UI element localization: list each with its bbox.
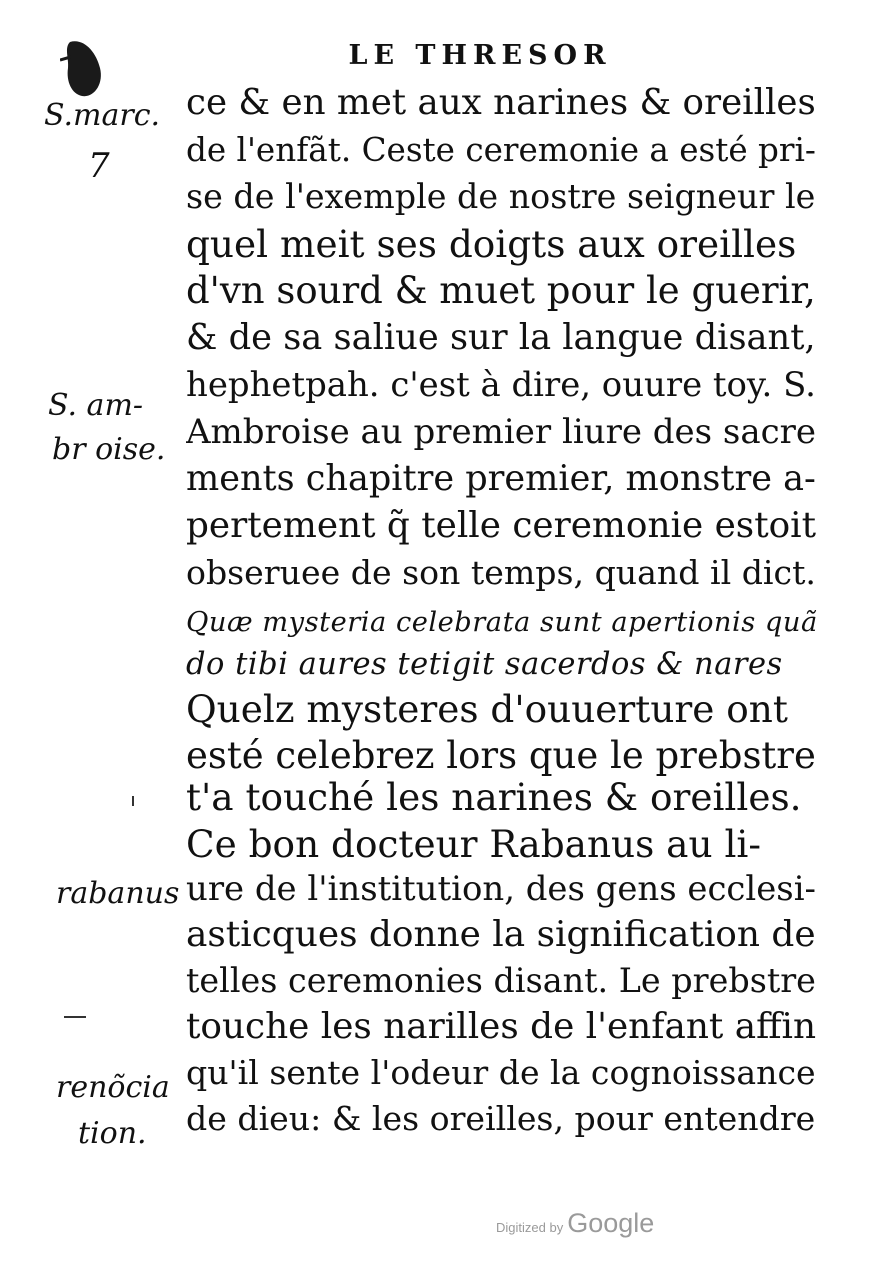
text-line: Ambroise au premier liure des sacre — [186, 412, 817, 452]
text-line: hephetpah. c'est à dire, ouure toy. S. — [186, 365, 816, 404]
text-line: d'vn sourd & muet pour le guerir, — [186, 269, 816, 312]
text-line: de l'enfãt. Ceste ceremonie a esté pri- — [186, 131, 816, 169]
text-line: quel meit ses doigts aux oreilles — [186, 222, 797, 266]
text-line: Quelz mysteres d'ouuerture ont — [186, 687, 788, 731]
text-line: esté celebrez lors que le prebstre — [186, 734, 816, 777]
margin-note-saint-marc: S.marc. — [44, 98, 161, 133]
digitized-watermark — [496, 1208, 654, 1239]
text-line: asticques donne la signification de — [186, 914, 816, 955]
text-line: t'a touché les narines & oreilles. — [186, 775, 802, 819]
text-line: se de l'exemple de nostre seigneur le — [186, 177, 816, 216]
margin-dash-mark — [64, 1016, 86, 1018]
latin-quote-line: do tibi aures tetigit sacerdos & nares — [186, 647, 783, 682]
text-line: touche les narilles de l'enfant affin — [186, 1006, 817, 1047]
margin-note-renonciation-2: tion. — [78, 1116, 147, 1151]
margin-note-saint-ambroise-1: S. am- — [48, 388, 144, 423]
text-line: telles ceremonies disant. Le prebstre — [186, 961, 816, 1000]
margin-note-rabanus: rabanus — [56, 876, 180, 911]
text-line: & de sa saliue sur la langue disant, — [186, 317, 816, 358]
margin-tick-mark — [132, 796, 134, 806]
text-line: ments chapitre premier, monstre a- — [186, 458, 816, 499]
digitized-label: Digitized by — [496, 1220, 564, 1235]
google-wordmark: Google — [567, 1208, 655, 1238]
latin-quote-line: Quæ mysteria celebrata sunt apertionis quã — [186, 607, 818, 638]
text-line: qu'il sente l'odeur de la cognoissance — [186, 1053, 816, 1092]
text-line: pertement q̃ telle ceremonie estoit — [186, 505, 817, 546]
text-line: obseruee de son temps, quand il dict. — [186, 553, 816, 592]
text-line: ure de l'institution, des gens ecclesi- — [186, 869, 816, 908]
running-header: LE THRESOR — [348, 40, 612, 71]
margin-note-renonciation-1: renõcia — [56, 1070, 170, 1105]
ink-blot-mark — [60, 38, 106, 102]
text-line: Ce bon docteur Rabanus au li- — [186, 822, 761, 866]
text-line: de dieu: & les oreilles, pour entendre — [186, 1099, 816, 1138]
margin-note-chapter-number: 7 — [88, 146, 110, 186]
margin-note-saint-ambroise-2: br oise. — [52, 432, 166, 467]
text-line: ce & en met aux narines & oreilles — [186, 82, 816, 123]
